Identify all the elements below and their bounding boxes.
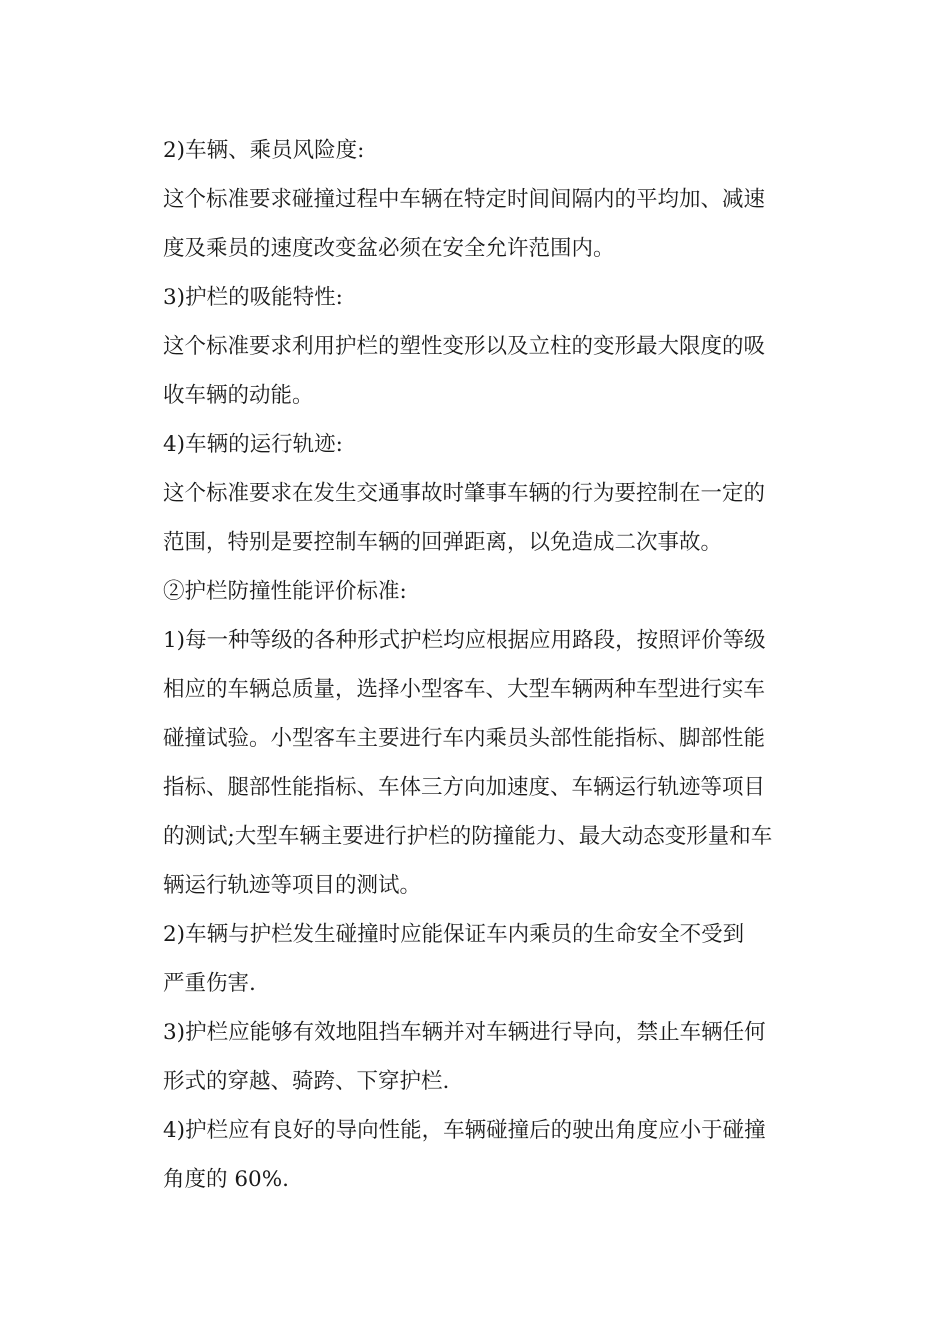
paragraph-evaluation-item-2 [163, 910, 789, 1008]
text-line: ②护栏防撞性能评价标准: [163, 579, 407, 604]
paragraph-vehicle-trajectory-heading [163, 420, 789, 469]
text-line: 3)护栏应能够有效地阻挡车辆并对车辆进行导向，禁止车辆任何 [163, 1020, 766, 1045]
text-line: 指标、腿部性能指标、车体三方向加速度、车辆运行轨迹等项目 [163, 775, 766, 800]
paragraph-evaluation-item-1 [163, 616, 789, 910]
paragraph-evaluation-item-4 [163, 1106, 789, 1204]
paragraph-energy-absorption-body [163, 322, 789, 420]
text-line: 范围，特别是要控制车辆的回弹距离，以免造成二次事故。 [163, 530, 723, 555]
paragraph-vehicle-occupant-risk-heading [163, 126, 789, 175]
document-body [163, 126, 789, 1204]
text-line: 严重伤害. [163, 971, 256, 996]
paragraph-energy-absorption-heading [163, 273, 789, 322]
text-line: 3)护栏的吸能特性: [163, 285, 343, 310]
text-line: 碰撞试验。小型客车主要进行车内乘员头部性能指标、脚部性能 [163, 726, 766, 751]
text-line: 辆运行轨迹等项目的测试。 [163, 873, 422, 898]
text-line: 这个标准要求利用护栏的塑性变形以及立柱的变形最大限度的吸 [163, 334, 766, 359]
text-line: 的测试;大型车辆主要进行护栏的防撞能力、最大动态变形量和车 [163, 824, 773, 849]
paragraph-evaluation-item-3 [163, 1008, 789, 1106]
text-line: 收车辆的动能。 [163, 383, 314, 408]
text-line: 这个标准要求碰撞过程中车辆在特定时间间隔内的平均加、减速 [163, 187, 766, 212]
text-line: 2)车辆、乘员风险度: [163, 138, 365, 163]
text-line: 度及乘员的速度改变盆必须在安全允许范围内。 [163, 236, 615, 261]
text-line: 角度的 60%. [163, 1167, 289, 1192]
text-line: 形式的穿越、骑跨、下穿护栏. [163, 1069, 450, 1094]
text-line: 4)护栏应有良好的导向性能，车辆碰撞后的驶出角度应小于碰撞 [163, 1118, 766, 1143]
text-line: 1)每一种等级的各种形式护栏均应根据应用路段，按照评价等级 [163, 628, 766, 653]
paragraph-vehicle-trajectory-body [163, 469, 789, 567]
paragraph-evaluation-standard-heading [163, 567, 789, 616]
text-line: 这个标准要求在发生交通事故时肇事车辆的行为要控制在一定的 [163, 481, 766, 506]
text-line: 2)车辆与护栏发生碰撞时应能保证车内乘员的生命安全不受到 [163, 922, 745, 947]
text-line: 相应的车辆总质量，选择小型客车、大型车辆两种车型进行实车 [163, 677, 766, 702]
paragraph-vehicle-occupant-risk-body [163, 175, 789, 273]
text-line: 4)车辆的运行轨迹: [163, 432, 343, 457]
